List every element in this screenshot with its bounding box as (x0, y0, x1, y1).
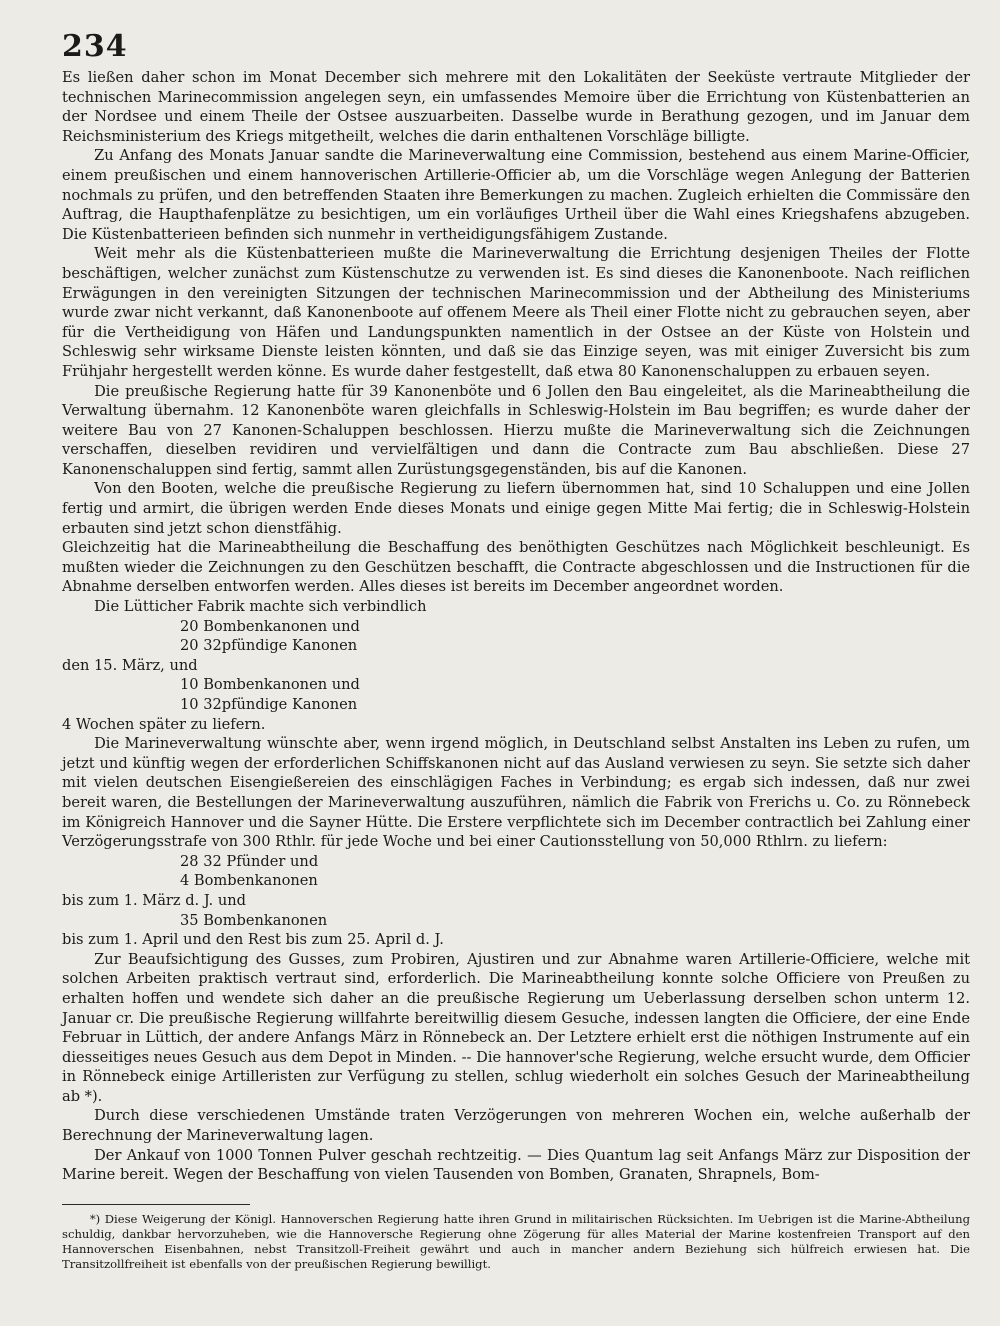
list-item: bis zum 1. April und den Rest bis zum 25. April d. J. (62, 931, 444, 949)
list-item: 20 Bombenkanonen und (180, 617, 360, 635)
list-item: 20 32pfündige Kanonen (180, 637, 358, 655)
list-item: 10 32pfündige Kanonen (180, 696, 358, 713)
paragraph: Durch diese verschiedenen Umstände traten Verzögerungen von mehreren Wochen ein, welche außerhalb der Berechnung der Marineverwaltung lagen. (62, 1107, 970, 1145)
paragraph: Von den Booten, welche die preußische Regierung zu liefern übernommen hat, sind 10 Schaluppen und eine Jollen fertig und armirt, die übrigen werden Ende dieses Monats und einige gegen Mitte Mai fertig; die in Schleswig-Holstein erbauten sind jetzt schon dienstfähig. (62, 480, 970, 537)
list-item: bis zum 1. März d. J. und (62, 891, 246, 909)
paragraph: Zu Anfang des Monats Januar sandte die Marineverwaltung eine Commission, bestehend aus einem Marine-Officier, einem preußischen und einem hannoverischen Artillerie-Officier ab, um die Vorschläge wegen Anlegung der Batterien nochmals zu prüfen, und den betreffenden Staaten ihre Bemerkungen zu machen. Zugleich erhielten die Commissäre den Auftrag, die Haupthafenplätze zu besichtigen, um ein vorläufiges Urtheil über die Wahl eines Kriegshafens abzugeben. Die Küstenbatterieen befinden sich nunmehr in vertheidigungsfähigem Zustande. (62, 147, 970, 243)
list-item: 28 32 Pfünder und (180, 852, 319, 870)
main-text (62, 68, 970, 1185)
paragraph: Die preußische Regierung hatte für 39 Kanonenböte und 6 Jollen den Bau eingeleitet, als die Marineabtheilung die Verwaltung übernahm. 12 Kanonenböte waren gleichfalls in Schleswig-Holstein im Bau begriffen; es wurde daher der weitere Bau von 27 Kanonen-Schaluppen beschlossen. Hierzu mußte die Marineverwaltung sich die Zeichnungen verschaffen, dieselben revidiren und vervielfältigen und dann die Contracte zum Bau abschließen. Diese 27 Kanonenschaluppen sind fertig, sammt allen Zurüstungsgegenständen, bis auf die Kanonen. (62, 382, 970, 478)
paragraph: Die Marineverwaltung wünschte aber, wenn irgend möglich, in Deutschland selbst Anstalten ins Leben zu rufen, um jetzt und künftig wegen der erforderlichen Schiffskanonen nicht auf das Ausland verwiesen zu seyn. Sie setzte sich daher mit vielen deutschen Eisengießereien des einschlägigen Faches in Verbindung; es ergab sich indessen, daß nur zwei bereit waren, die Bestellungen der Marineverwaltung auszuführen, nämlich die Fabrik von Frerichs u. Co. zu Rönnebeck im Königreich Hannover und die Sayner Hütte. Die Erstere verpflichtete sich im December contractlich bei Zahlung einer Verzögerungsstrafe von 300 Rthlr. für jede Woche und bei einer Cautionsstellung von 50,000 Rthlrn. zu liefern: (62, 735, 970, 851)
delivery-list-roennebeck (62, 852, 970, 950)
page-number: 234 (62, 29, 128, 64)
list-item: 10 Bombenkanonen und (180, 676, 360, 694)
list-item: 4 Wochen später zu liefern. (62, 715, 266, 733)
paragraph: Es ließen daher schon im Monat December sich mehrere mit den Lokalitäten der Seeküste vertraute Mitglieder der technischen Marinecommission angelegen seyn, ein umfassendes Memoire über die Errichtung von Küstenbatterien an der Nordsee und einem Theile der Ostsee auszuarbeiten. Dasselbe wurde in Berathung gezogen, und im Januar dem Reichsministerium des Kriegs mitgetheilt, welches die darin enthaltenen Vorschläge billigte. (62, 69, 970, 145)
paragraph: Gleichzeitig hat die Marineabtheilung die Beschaffung des benöthigten Geschützes nach Möglichkeit beschleunigt. Es mußten wieder die Zeichnungen zu den Geschützen beschafft, die Contracte abgeschlossen und die Instructionen für die Abnahme derselben entworfen werden. Alles dieses ist bereits im December angeordnet worden. (62, 539, 970, 596)
paragraph: Zur Beaufsichtigung des Gusses, zum Probiren, Ajustiren und zur Abnahme waren Artillerie-Officiere, welche mit solchen Arbeiten praktisch vertraut sind, erforderlich. Die Marineabtheilung konnte solche Officiere von Preußen zu erhalten hoffen und wendete sich daher an die preußische Regierung um Ueberlassung derselben schon unterm 12. Januar cr. Die preußische Regierung willfahrte bereitwillig diesem Gesuche, indessen langten die Officiere, der eine Ende Februar in Lüttich, der andere Anfangs März in Rönnebeck an. Der Letztere erhielt erst die nöthigen Instrumente auf ein diesseitiges neues Gesuch aus dem Depot in Minden. -- Die hannover'sche Regierung, welche ersucht wurde, dem Officier in Rönnebeck einige Artilleristen zur Verfügung zu stellen, schlug wiederholt ein solches Gesuch der Marineabtheilung ab *). (62, 950, 970, 1105)
list-item: 35 Bombenkanonen (180, 911, 328, 929)
paragraph: Der Ankauf von 1000 Tonnen Pulver geschah rechtzeitig. — Dies Quantum lag seit Anfangs März zur Disposition der Marine bereit. Wegen der Beschaffung von vielen Tausenden von Bomben, Granaten, Shrapnels, Bom- (62, 1146, 970, 1184)
footnote-divider (62, 1204, 250, 1205)
list-item: 4 Bombenkanonen (180, 872, 318, 890)
delivery-list-liege (62, 617, 970, 735)
paragraph: Die Lütticher Fabrik machte sich verbindlich (94, 598, 427, 616)
footnote (62, 1212, 970, 1273)
footnote-text: *) Diese Weigerung der Königl. Hannoverschen Regierung hatte ihren Grund in militairischen Rücksichten. Im Uebrigen ist die Marine-Abtheilung schuldig, dankbar hervorzuheben, wie die Hannoversche Regierung ohne Zögerung für alles Material der Marine kostenfreien Transport auf den Hannoverschen Eisenbahnen, nebst Transitzoll-Freiheit gewährt und auch in mancher andern Beziehung sich hülfreich erwiesen hat. Die Transitzollfreiheit ist ebenfalls von der preußischen Regierung bewilligt. (62, 1211, 970, 1272)
list-item: den 15. März, und (62, 656, 198, 674)
paragraph: Weit mehr als die Küstenbatterieen mußte die Marineverwaltung die Errichtung desjenigen Theiles der Flotte beschäftigen, welcher zunächst zum Küstenschutze zu verwenden ist. Es sind dieses die Kanonenboote. Nach reiflichen Erwägungen in den vereinigten Sitzungen der technischen Marinecommission und der Abtheilung des Ministeriums wurde zwar nicht verkannt, daß Kanonenboote auf offenem Meere als Theil einer Flotte nicht zu gebrauchen seyen, aber für die Vertheidigung von Häfen und Landungspunkten namentlich in der Ostsee an der Küste von Holstein und Schleswig sehr wirksame Dienste leisten könnten, und daß sie das Einzige seyen, was mit einiger Zuversicht bis zum Frühjahr hergestellt werden könne. Es wurde daher festgestellt, daß etwa 80 Kanonenschaluppen zu erbauen seyen. (62, 245, 970, 380)
